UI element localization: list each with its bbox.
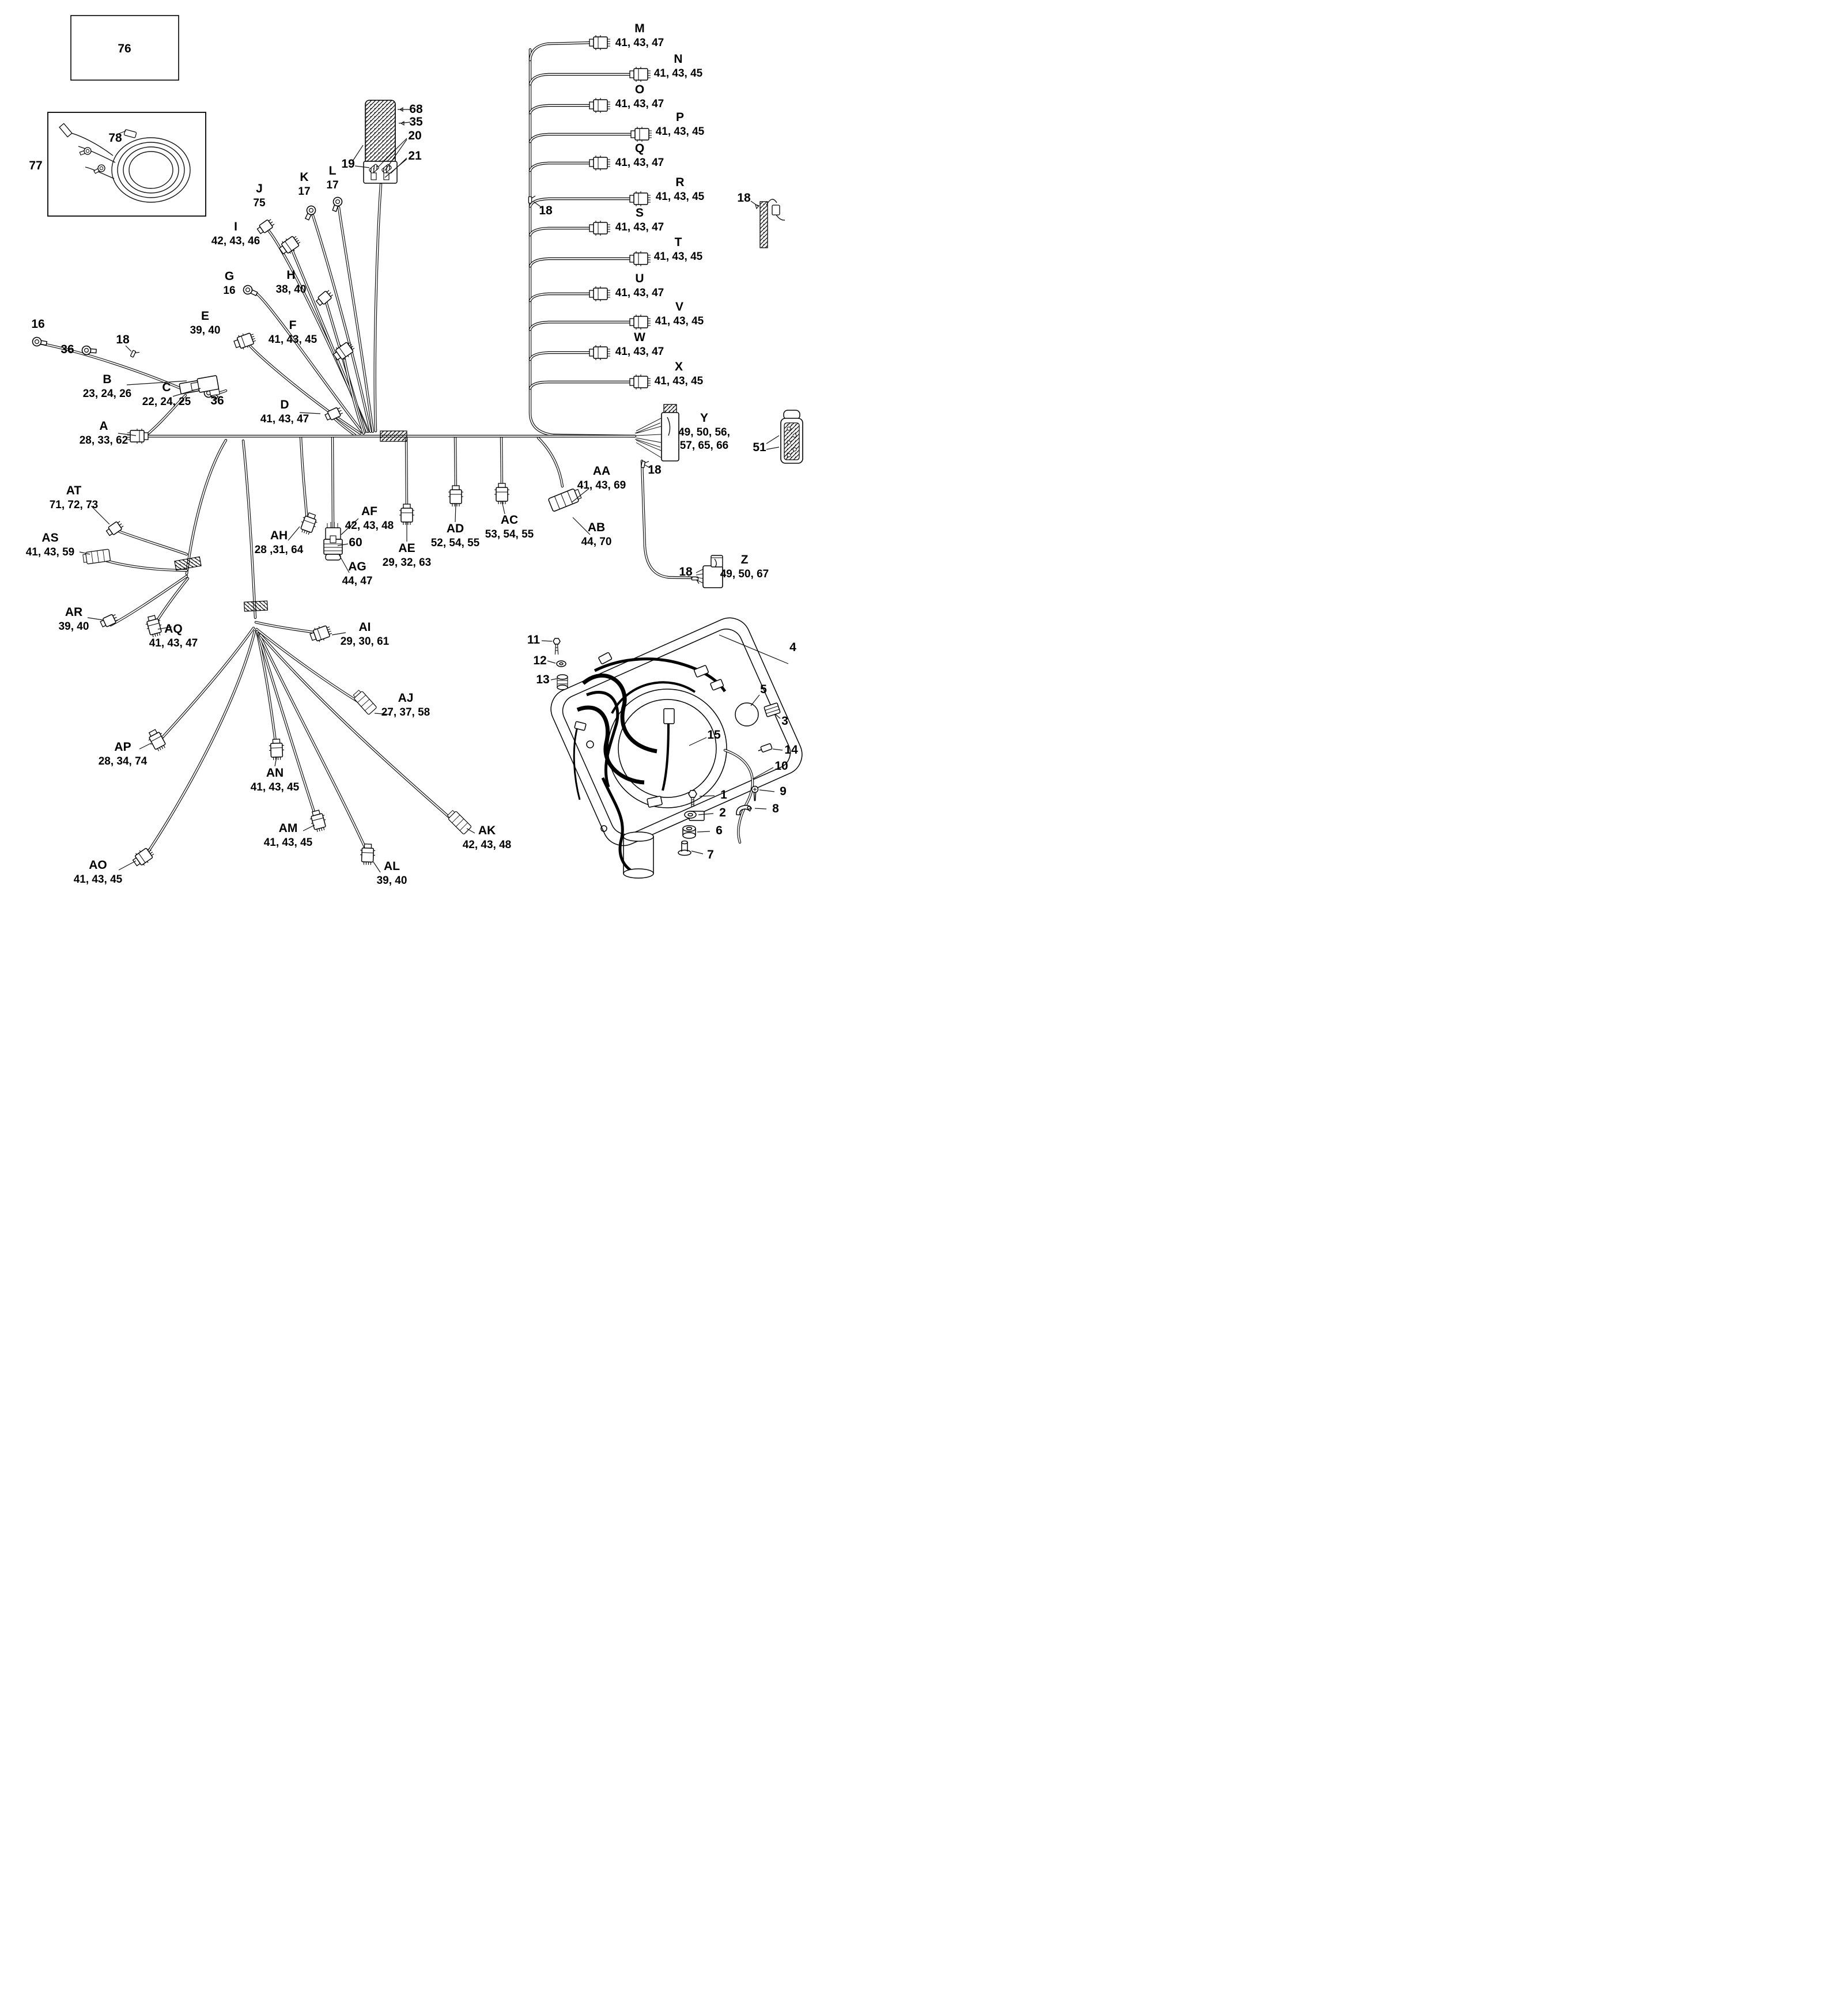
callout-ref: 6 xyxy=(716,824,723,837)
connector-O xyxy=(589,98,610,113)
connector-T xyxy=(630,251,651,266)
callout-part-numbers: 71, 72, 73 xyxy=(49,498,99,511)
callout-part-numbers: 44, 70 xyxy=(581,535,612,548)
connector-M xyxy=(589,35,610,50)
callout-ref: M xyxy=(634,22,645,35)
callout-part-numbers: 53, 54, 55 xyxy=(485,528,534,540)
callout-part-numbers: 41, 43, 47 xyxy=(615,221,664,233)
callout-ref: N xyxy=(674,52,683,66)
callout-ref: 68 xyxy=(409,103,423,116)
callout-part-numbers: 41, 43, 45 xyxy=(655,315,704,327)
connector-AO xyxy=(131,845,156,869)
callout-part-numbers: 42, 43, 46 xyxy=(211,234,260,247)
callout-ref: 18 xyxy=(539,204,553,217)
connector-P xyxy=(631,127,652,142)
callout-ref: W xyxy=(634,331,645,344)
callout-ref: Q xyxy=(634,142,645,155)
callout-ref: 18 xyxy=(116,333,130,346)
connector-N xyxy=(630,67,651,82)
connector-Z xyxy=(696,555,723,588)
callout-ref: P xyxy=(675,111,684,124)
callout-ref: S xyxy=(635,206,644,220)
callout-part-numbers: 39, 40 xyxy=(190,324,221,336)
callout-ref: AT xyxy=(66,484,82,497)
callout-part-numbers: 41, 43, 47 xyxy=(615,36,664,49)
callout-part-numbers: 42, 43, 48 xyxy=(345,519,394,532)
callout-part-numbers: 41, 43, 45 xyxy=(653,250,703,263)
callout-part-numbers: 41, 43, 47 xyxy=(615,345,664,358)
cable-tie-18a xyxy=(130,350,139,359)
connector-AN xyxy=(269,739,284,761)
connector-AC xyxy=(494,483,509,504)
callout-ref: 18 xyxy=(648,463,662,476)
callout-ref: X xyxy=(674,360,683,373)
leader-lines xyxy=(80,202,693,872)
connector-H xyxy=(315,289,334,307)
callout-part-numbers: 29, 30, 61 xyxy=(340,635,390,648)
callout-ref: K xyxy=(300,171,309,184)
callout-ref: O xyxy=(634,83,645,96)
callout-ref: AJ xyxy=(398,691,414,705)
callout-ref: 18 xyxy=(737,191,751,205)
connector-A xyxy=(127,429,148,444)
callout-ref: 18 xyxy=(679,565,693,578)
callout-ref: AI xyxy=(358,621,371,634)
callout-part-numbers: 16 xyxy=(223,284,236,297)
connector-S xyxy=(589,221,610,236)
callout-ref: 2 xyxy=(719,806,726,819)
callout-ref: 4 xyxy=(789,641,796,654)
harness-tape-wrap xyxy=(244,601,268,611)
callout-ref: E xyxy=(201,309,210,323)
callout-ref: AC xyxy=(500,513,519,527)
callout-ref: C xyxy=(162,381,171,394)
callout-part-numbers: 39, 40 xyxy=(376,874,407,887)
callout-ref: I xyxy=(234,220,237,233)
callout-part-numbers: 17 xyxy=(298,185,311,198)
callout-ref: AH xyxy=(270,529,288,542)
callout-ref: 60 xyxy=(349,536,362,549)
callout-ref: AE xyxy=(398,542,415,555)
sensor-part-18 xyxy=(760,199,785,248)
callout-ref: 20 xyxy=(408,129,422,142)
callout-part-numbers: 41, 43, 45 xyxy=(655,190,705,203)
connector-AS xyxy=(82,549,110,565)
callout-ref: 15 xyxy=(707,728,721,742)
callout-part-numbers: 41, 43, 47 xyxy=(149,637,198,649)
callout-part-numbers: 41, 43, 69 xyxy=(577,479,626,491)
connector-AM xyxy=(308,809,328,833)
callout-ref: 13 xyxy=(536,673,550,686)
connector-51 xyxy=(781,410,803,463)
callout-part-numbers: 41, 43, 59 xyxy=(25,546,75,558)
connector-Q xyxy=(589,156,610,171)
callout-ref: 5 xyxy=(760,683,767,696)
callout-ref: AO xyxy=(89,858,107,872)
callout-part-numbers: 41, 43, 45 xyxy=(73,873,123,886)
callout-part-numbers: 49, 50, 67 xyxy=(720,568,769,580)
callout-part-numbers: 41, 43, 47 xyxy=(260,413,309,425)
callout-ref: U xyxy=(635,272,644,285)
callout-part-numbers: 41, 43, 45 xyxy=(268,333,318,346)
connector-AT xyxy=(105,520,124,537)
callout-ref: J xyxy=(256,182,263,195)
callout-ref: T xyxy=(674,236,682,249)
callout-ref: 36 xyxy=(210,394,224,407)
callout-part-numbers: 17 xyxy=(326,179,339,191)
callout-ref: AP xyxy=(114,740,131,754)
callout-ref: AF xyxy=(361,505,377,518)
callout-ref: 12 xyxy=(533,654,547,667)
callout-ref: 35 xyxy=(409,115,423,128)
connector-AP xyxy=(146,728,169,753)
ring-terminal-16 xyxy=(32,336,47,347)
connector-AR xyxy=(100,613,119,629)
callout-ref: AK xyxy=(478,824,496,837)
callout-ref: 11 xyxy=(527,633,541,646)
callout-ref: AA xyxy=(592,464,611,478)
callout-part-numbers: 41, 43, 47 xyxy=(615,156,664,169)
callout-part-numbers: 28, 33, 62 xyxy=(79,434,129,447)
diagram-artwork xyxy=(0,0,839,923)
connector-X xyxy=(630,375,651,389)
connector-U xyxy=(589,286,610,301)
callout-part-numbers: 41, 43, 47 xyxy=(615,286,664,299)
connector-AE xyxy=(399,504,414,525)
callout-ref: Z xyxy=(740,553,749,566)
callout-ref: R xyxy=(675,176,685,189)
callout-ref: 76 xyxy=(118,42,131,55)
connector-J xyxy=(256,218,275,235)
callout-part-numbers: 28 ,31, 64 xyxy=(254,543,304,556)
callout-ref: 19 xyxy=(341,157,355,171)
callout-part-numbers: 41, 43, 45 xyxy=(655,125,705,138)
callout-part-numbers: 27, 37, 58 xyxy=(381,706,430,718)
callout-ref: AR xyxy=(65,606,83,619)
callout-part-numbers: 41, 43, 47 xyxy=(615,97,664,110)
callout-ref: 1 xyxy=(720,788,727,801)
callout-ref: A xyxy=(99,419,108,433)
callout-part-numbers: 23, 24, 26 xyxy=(82,387,132,400)
callout-part-numbers: 41, 43, 45 xyxy=(654,375,704,387)
connector-I xyxy=(277,233,303,257)
connector-AA-AB xyxy=(548,487,582,512)
connector-V xyxy=(630,315,651,330)
harness-tape-wrap xyxy=(175,557,201,570)
callout-part-numbers: 49, 50, 56, xyxy=(678,426,730,438)
callout-ref: AS xyxy=(41,531,59,544)
callout-ref: 16 xyxy=(31,317,45,331)
callout-ref: 78 xyxy=(108,131,122,145)
callout-ref: 14 xyxy=(784,743,798,757)
callout-part-numbers: 42, 43, 48 xyxy=(462,838,512,851)
callout-part-numbers: 29, 32, 63 xyxy=(382,556,432,569)
connector-R xyxy=(630,191,651,206)
cable-tie-18d xyxy=(641,460,649,468)
connector-AI xyxy=(309,623,334,644)
diagram-canvas xyxy=(0,0,839,923)
callout-part-numbers: 41, 43, 45 xyxy=(653,67,703,80)
callout-ref: 10 xyxy=(774,759,788,773)
callout-part-numbers: 22, 24, 25 xyxy=(142,395,191,408)
callout-ref: 77 xyxy=(29,159,43,172)
connector-AJ xyxy=(352,689,377,715)
callout-ref: B xyxy=(103,373,112,386)
callout-ref: V xyxy=(675,300,683,313)
callout-part-numbers: 52, 54, 55 xyxy=(430,536,480,549)
connector-AH xyxy=(298,512,319,536)
ring-terminal-G xyxy=(242,284,259,298)
callout-ref: AN xyxy=(266,766,284,780)
ring-terminal-36a xyxy=(82,346,97,355)
callout-ref: G xyxy=(224,270,235,283)
callout-part-numbers: 38, 40 xyxy=(275,283,307,296)
fuse-holder xyxy=(353,100,410,183)
callout-ref: Y xyxy=(700,411,709,425)
callout-ref: AQ xyxy=(164,622,183,636)
connector-AF-AG xyxy=(324,522,342,560)
callout-ref: AL xyxy=(383,860,400,873)
connector-AQ xyxy=(144,614,164,638)
callout-ref: D xyxy=(280,398,289,411)
harness-tape-wrap xyxy=(380,431,407,441)
ring-terminal-L xyxy=(330,196,343,212)
callout-ref: AB xyxy=(587,521,606,534)
inset-box-76 xyxy=(71,16,179,80)
callout-ref: 51 xyxy=(753,441,766,454)
callout-part-numbers: 75 xyxy=(253,196,266,209)
callout-ref: AM xyxy=(278,822,298,835)
callout-part-numbers: 41, 43, 45 xyxy=(263,836,313,849)
callout-ref: 3 xyxy=(781,714,788,728)
engine-assembly xyxy=(542,611,808,878)
callout-part-numbers: 57, 65, 66 xyxy=(679,439,729,452)
callout-ref: AD xyxy=(446,522,464,535)
connector-Y xyxy=(635,404,679,461)
callout-ref: 8 xyxy=(772,802,779,815)
callout-part-numbers: 44, 47 xyxy=(342,574,373,587)
callout-part-numbers: 41, 43, 45 xyxy=(250,781,300,793)
callout-ref: 36 xyxy=(61,343,74,356)
callout-ref: 21 xyxy=(408,149,422,162)
callout-ref: F xyxy=(289,319,297,332)
connector-W xyxy=(589,345,610,360)
callout-ref: 7 xyxy=(707,848,714,861)
connector-AL xyxy=(360,844,375,865)
connector-AD xyxy=(448,486,463,506)
callout-ref: 9 xyxy=(780,785,787,798)
connector-AK xyxy=(446,809,471,834)
callout-part-numbers: 39, 40 xyxy=(58,620,89,633)
callout-ref: L xyxy=(328,164,337,177)
inset-box-77-battery-cable xyxy=(48,112,206,216)
callout-part-numbers: 28, 34, 74 xyxy=(98,755,148,767)
callout-ref: H xyxy=(286,268,296,282)
callout-ref: AG xyxy=(348,560,366,573)
